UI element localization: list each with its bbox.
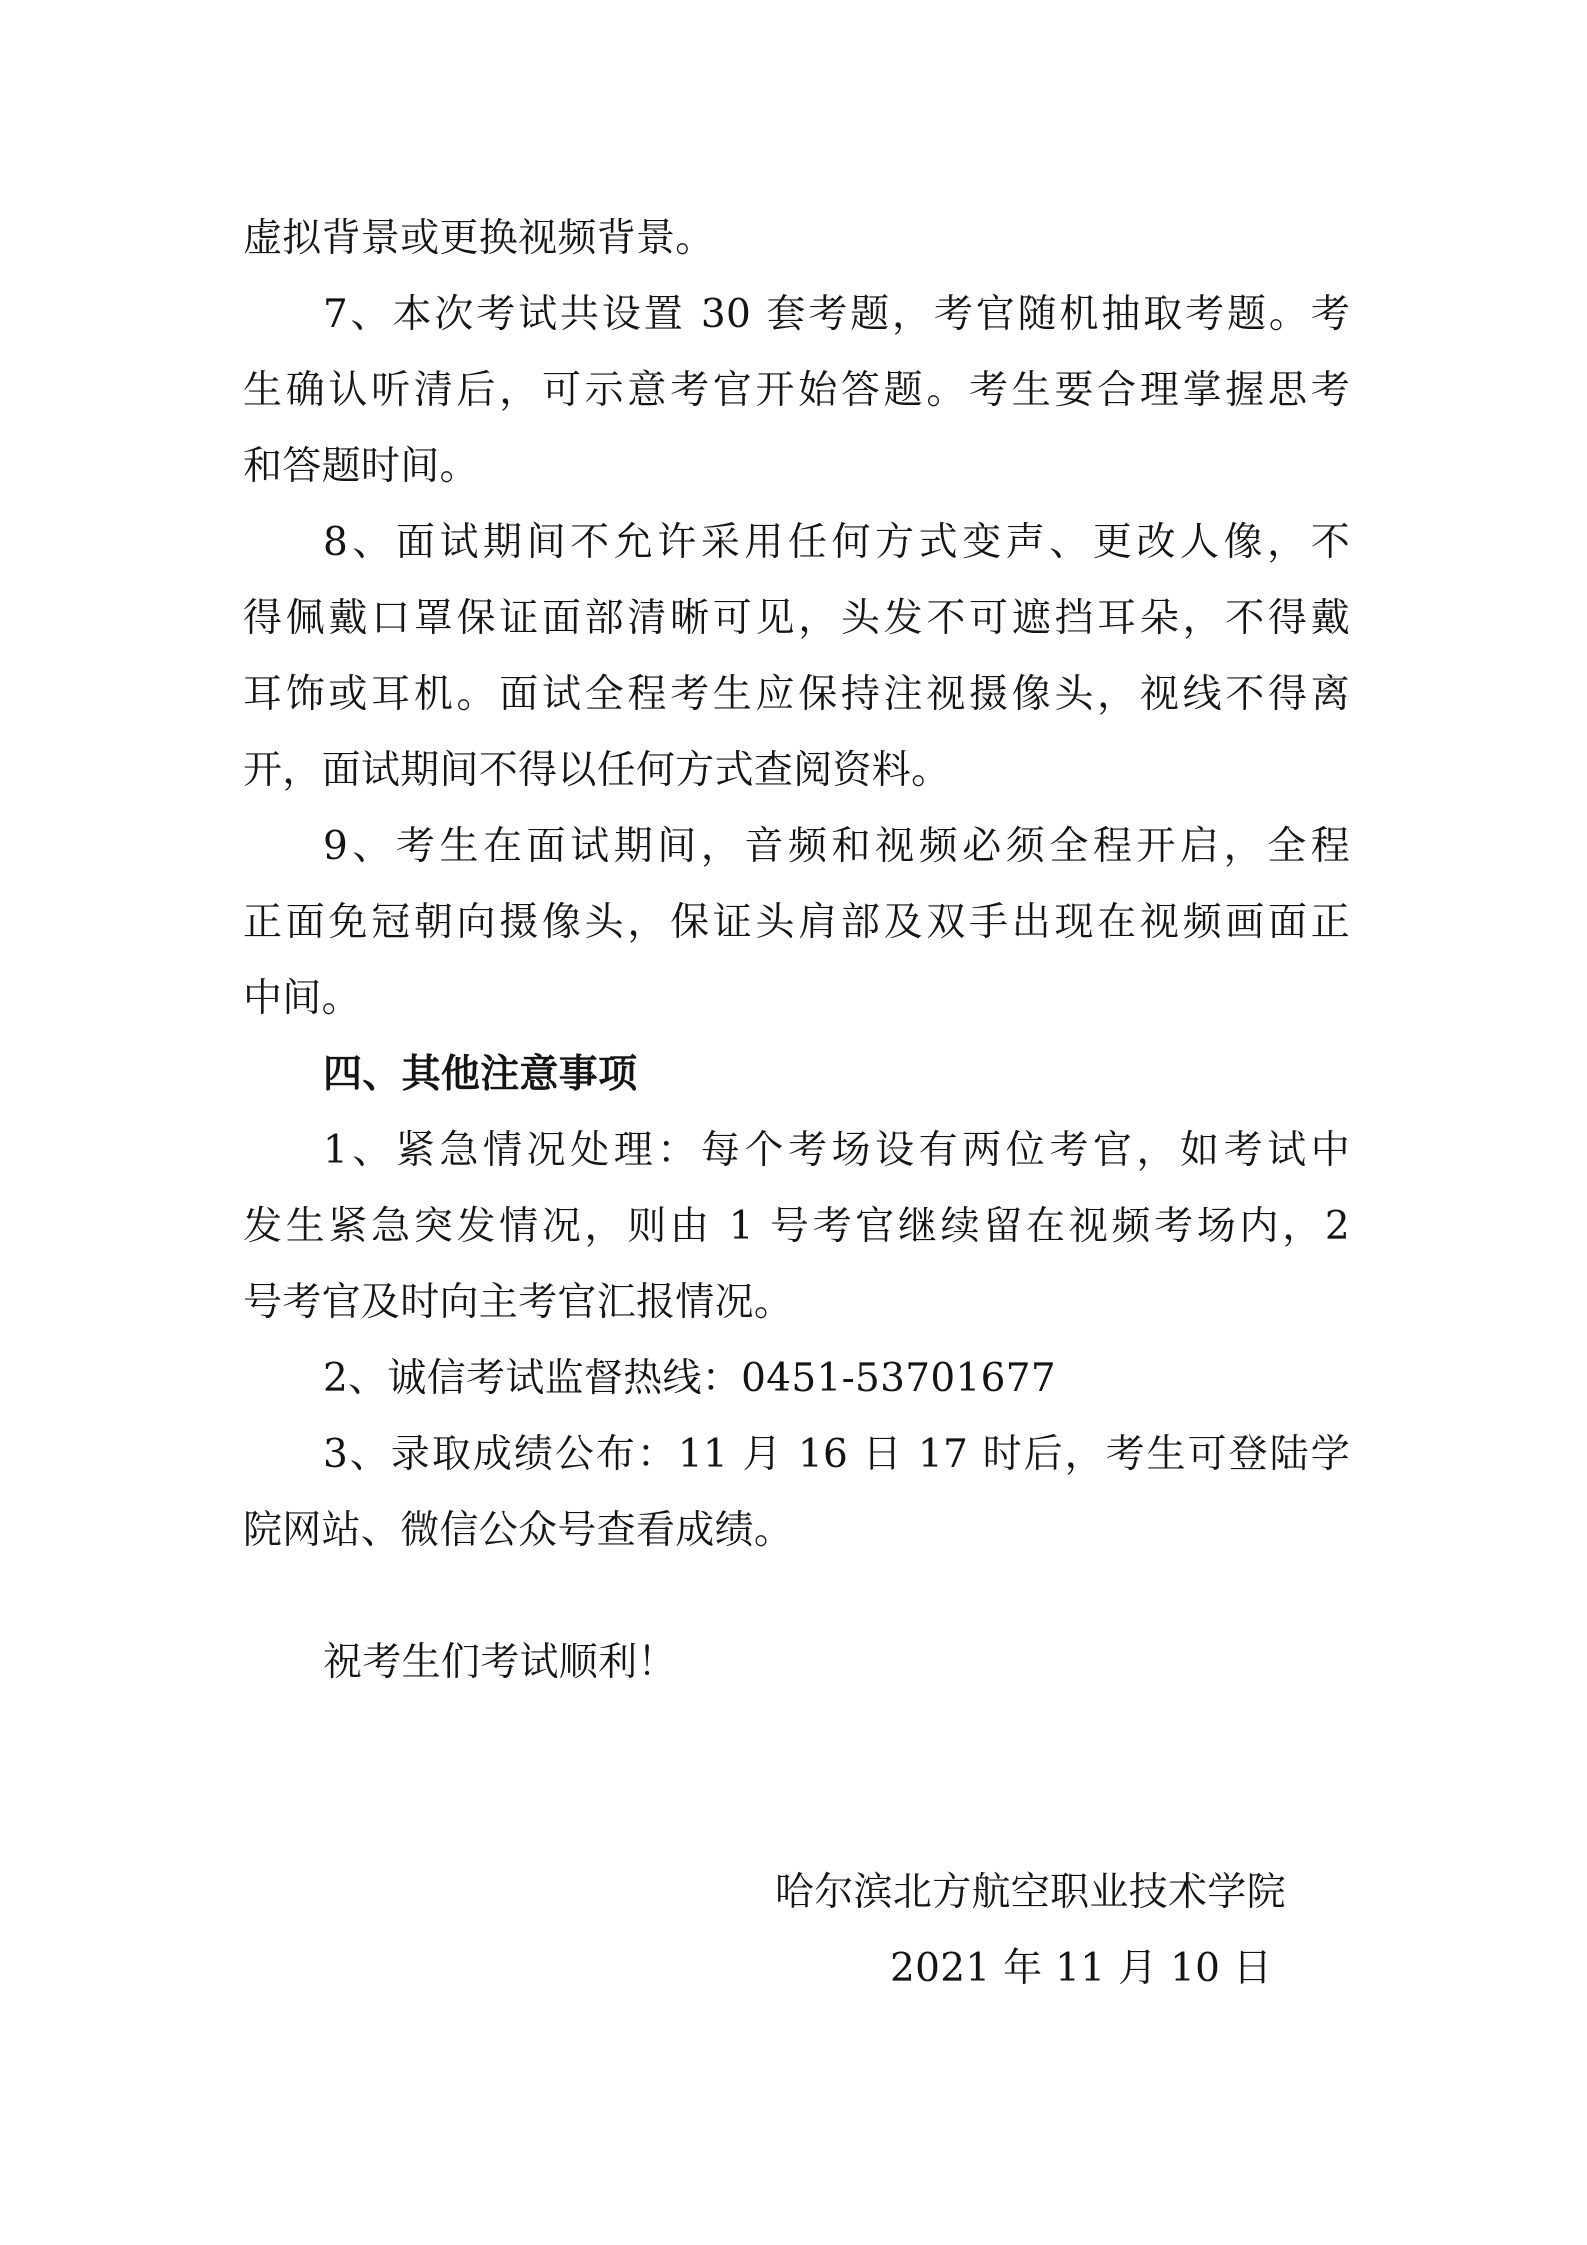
signature-date: 2021 年 11 月 10 日: [890, 1946, 1273, 1991]
paragraph-8-line-1: 8、面试期间不允许采用任何方式变声、更改人像，不: [323, 520, 1350, 565]
paragraph-9-line-1: 9、考生在面试期间，音频和视频必须全程开启，全程: [323, 824, 1350, 869]
item-1-line-3: 号考官及时向主考官汇报情况。: [243, 1280, 794, 1325]
paragraph-6-tail: 虚拟背景或更换视频背景。: [243, 216, 715, 261]
paragraph-9-line-2: 正面免冠朝向摄像头，保证头肩部及双手出现在视频画面正: [243, 900, 1350, 945]
paragraph-7-line-3: 和答题时间。: [243, 444, 479, 489]
item-3-line-2: 院网站、微信公众号查看成绩。: [243, 1508, 794, 1553]
item-1-line-1: 1、紧急情况处理：每个考场设有两位考官，如考试中: [323, 1128, 1350, 1173]
paragraph-7-line-2: 生确认听清后，可示意考官开始答题。考生要合理掌握思考: [243, 368, 1350, 413]
item-1-line-2: 发生紧急突发情况，则由 1 号考官继续留在视频考场内，2: [243, 1204, 1350, 1249]
paragraph-9-line-3: 中间。: [243, 976, 361, 1021]
paragraph-8-line-4: 开，面试期间不得以任何方式查阅资料。: [243, 748, 951, 793]
item-3-line-1: 3、录取成绩公布：11 月 16 日 17 时后，考生可登陆学: [323, 1432, 1350, 1477]
paragraph-7-line-1: 7、本次考试共设置 30 套考题，考官随机抽取考题。考: [323, 292, 1350, 337]
paragraph-8-line-3: 耳饰或耳机。面试全程考生应保持注视摄像头，视线不得离: [243, 672, 1350, 717]
item-2-hotline: 2、诚信考试监督热线：0451-53701677: [323, 1356, 1056, 1401]
signature-organization: 哈尔滨北方航空职业技术学院: [775, 1870, 1286, 1915]
section-heading: 四、其他注意事项: [323, 1052, 638, 1097]
paragraph-8-line-2: 得佩戴口罩保证面部清晰可见，头发不可遮挡耳朵，不得戴: [243, 596, 1350, 641]
closing-greeting: 祝考生们考试顺利！: [323, 1640, 677, 1685]
